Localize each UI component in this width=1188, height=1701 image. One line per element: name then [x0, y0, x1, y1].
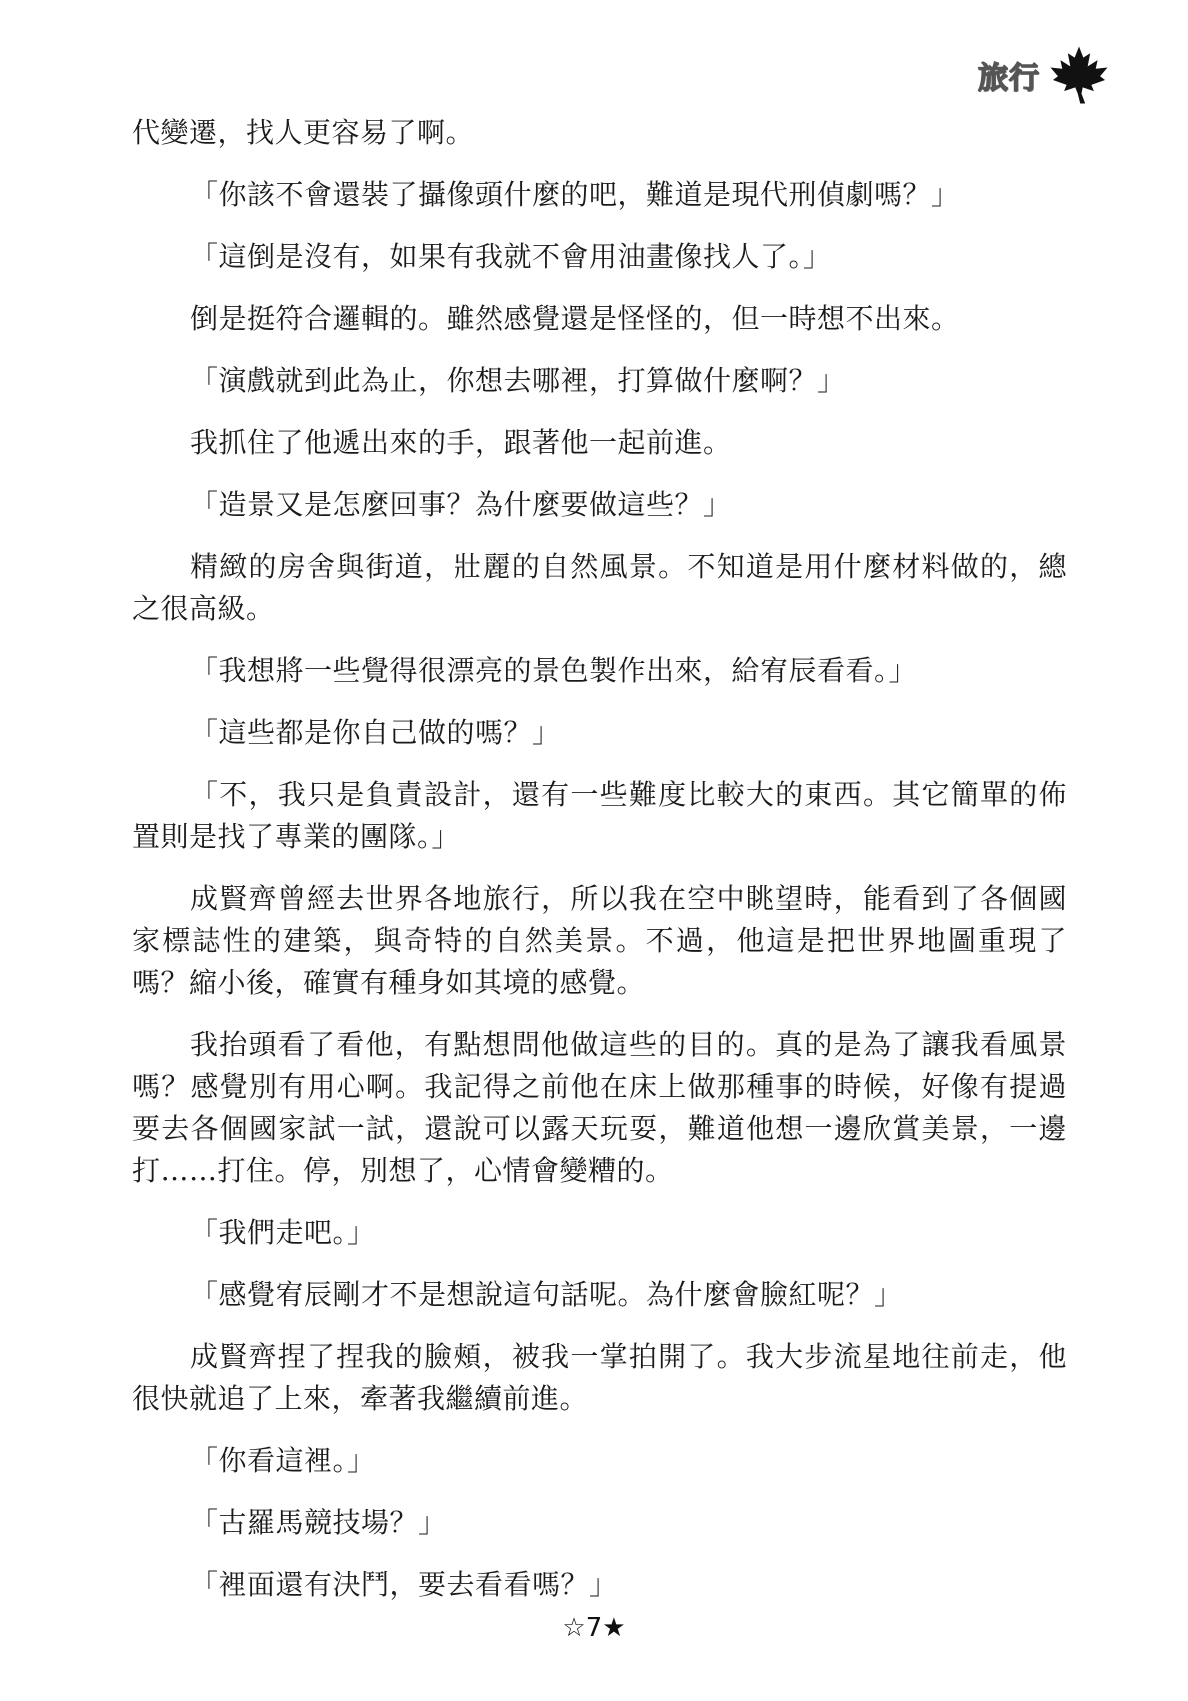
- paragraph: 「演戲就到此為止，你想去哪裡，打算做什麼啊？」: [190, 364, 846, 397]
- paragraph: 「你看這裡。」: [190, 1444, 376, 1477]
- paragraph: 我抬頭看了看他，有點想問他做這些的目的。真的是為了讓我看風景嗎？感覺別有用心啊。我記得之前他在床上做那種事的時候，好像有提過要去各個國家試一試，還說可以露天玩耍，難道他想一邊欣賞美景，一邊打……打住。停，別想了，心情會變糟的。: [132, 1028, 1067, 1187]
- paragraph: 「你該不會還裝了攝像頭什麼的吧，難道是現代刑偵劇嗎？」: [190, 178, 960, 211]
- paragraph: 「不，我只是負責設計，還有一些難度比較大的東西。其它簡單的佈置則是找了專業的團隊。」: [132, 778, 1067, 853]
- paragraph: 成賢齊捏了捏我的臉頰，被我一掌拍開了。我大步流星地往前走，他很快就追了上來，牽著我繼續前進。: [132, 1340, 1067, 1415]
- page-number: ☆7★: [562, 1613, 626, 1643]
- chapter-title: 旅行: [978, 61, 1040, 96]
- paragraph: 精緻的房舍與街道，壯麗的自然風景。不知道是用什麼材料做的，總之很高級。: [132, 550, 1067, 625]
- paragraph: 「裡面還有決鬥，要去看看嗎？」: [190, 1568, 618, 1601]
- paragraph: 「這些都是你自己做的嗎？」: [190, 716, 561, 749]
- paragraph: 「我想將一些覺得很漂亮的景色製作出來，給宥辰看看。」: [190, 654, 918, 687]
- body-text: [132, 112, 1067, 1626]
- paragraph: 「我們走吧。」: [190, 1216, 376, 1249]
- paragraph: 「古羅馬競技場？」: [190, 1506, 447, 1539]
- paragraph: 「這倒是沒有，如果有我就不會用油畫像找人了。」: [190, 240, 832, 273]
- paragraph: 代變遷，找人更容易了啊。: [132, 116, 475, 149]
- page-header: [978, 44, 1110, 106]
- paragraph: 我抓住了他遞出來的手，跟著他一起前進。: [190, 426, 732, 459]
- paragraph: 倒是挺符合邏輯的。雖然感覺還是怪怪的，但一時想不出來。: [190, 302, 960, 335]
- paragraph: 「感覺宥辰剛才不是想說這句話呢。為什麼會臉紅呢？」: [190, 1278, 903, 1311]
- maple-leaf-icon: [1048, 44, 1110, 106]
- paragraph: 成賢齊曾經去世界各地旅行，所以我在空中眺望時，能看到了各個國家標誌性的建築，與奇特的自然美景。不過，他這是把世界地圖重現了嗎？縮小後，確實有種身如其境的感覺。: [132, 882, 1067, 999]
- paragraph: 「造景又是怎麼回事？為什麼要做這些？」: [190, 488, 732, 521]
